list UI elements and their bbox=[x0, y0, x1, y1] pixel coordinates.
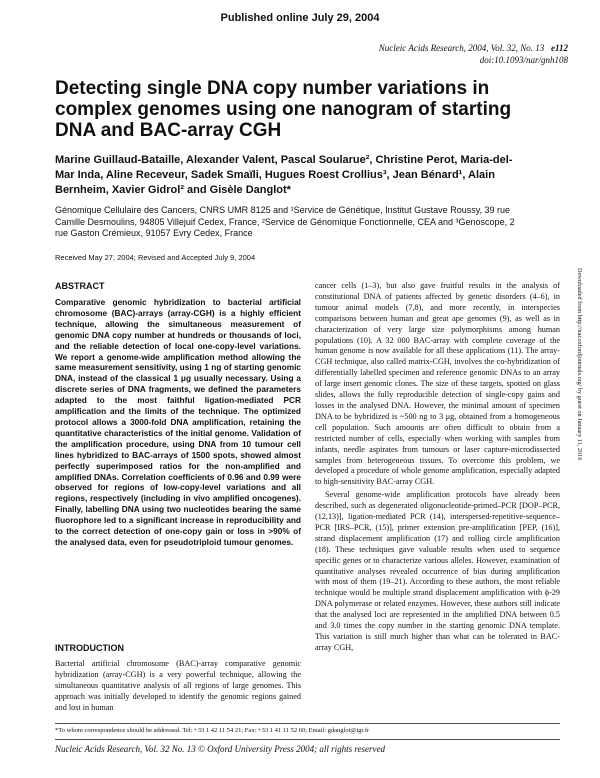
article-id: e112 bbox=[551, 43, 568, 53]
download-notice[interactable]: Downloaded from http://nar.oxfordjournals.org/ by guest on January 11, 2016 bbox=[576, 268, 583, 461]
right-paragraph-1: cancer cells (1–3), but also gave fruitful results in the analysis of constitutional DNA of patients affected by genetic disorders (4–6), in tumour animal models (7,8), and more recently, in interspecies comparisons between human and great ape genomes (9), as well as in characterization of very large size polymorphisms among human populations (10). A 32 000 BAC-array with complete coverage of the human genome is now available for all these applications (11). The array-CGH technique, also called matrix-CGH, involves the co-hybridization of differentially labelled specimen and reference genomic DNAs to an array of large insert genomic clones. The size of these targets, spotted on glass slides, allows the fully reproducible detection of single-copy gains and losses in the analysed DNA. However, the minimal amount of specimen DNA to be hybridized is ~500 ng to 3 μg, obtained from a homogeneous cell population. Such amounts are often difficult to obtain from a restricted number of cells, especially when working with samples from infants, needle aspirates from tumours or laser capture-microdissected samples from heterogeneous tissues. To overcome this problem, we developed a procedure of whole genome amplification, especially adapted to high-sensitivity BAC-array CGH. bbox=[315, 281, 560, 487]
author-list: Marine Guillaud-Bataille, Alexander Valent, Pascal Soularue², Christine Perot, Maria-del-Mar Inda, Aline Receveur, Sadek Smaïli, Hugues Roest Crollius³, Jean Bénard¹, Alain Bernheim, Xavier Gidrol² and Gisèle Danglot* bbox=[55, 154, 513, 196]
correspondence-footnote: *To whom correspondence should be addressed. Tel: +33 1 42 11 54 21; Fax: +33 1 41 11 52 60; Email: gdanglot@igr.fr bbox=[55, 727, 370, 734]
received-dates: Received May 27, 2004; Revised and Accepted July 9, 2004 bbox=[55, 253, 256, 262]
abstract-text: Comparative genomic hybridization to bacterial artificial chromosome (BAC)-arrays (array-CGH) is a highly efficient technique, allowing the simultaneous measurement of genomic DNA copy number at hundreds or thousands of loci, and the reliable detection of local one-copy-level variations. We report a genome-wide amplification method allowing the same measurement sensitivity, using 1 ng of starting genomic DNA, instead of the classical 1 μg usually necessary. Using a discrete series of DNA fragments, we defined the parameters adapted to the most faithful ligation-mediated PCR amplification and the limits of the technique. The optimized protocol allows a 3000-fold DNA amplification, retaining the quantitative characteristics of the initial genome. Validation of the amplification procedure, using DNA from 10 tumour cell lines hybridized to BAC-arrays of 1500 spots, showed almost perfectly superimposed ratios for the non-amplified and amplified DNAs. Correlation coefficients of 0.96 and 0.99 were observed for regions of low-copy-level variations and all regions, respectively (including in vivo amplified oncogenes). Finally, labelling DNA using two nucleotides bearing the same fluorophore led to a significant increase in reproducibility and to the correct detection of one-copy gain or loss in >90% of the analysed data, even for pseudotriploid tumour genomes. bbox=[55, 297, 301, 547]
paper-title: Detecting single DNA copy number variations in complex genomes using one nanogram of starting DNA and BAC-array CGH bbox=[55, 78, 512, 141]
doi: doi:10.1093/nar/gnh108 bbox=[479, 55, 568, 65]
footer-divider bbox=[55, 739, 560, 740]
right-paragraph-2: Several genome-wide amplification protocols have already been described, such as degenerated oligonucleotide-primed–PCR [DOP–PCR, (12,13)], ligation-mediated PCR (14), interspersed-repetitive-sequence–PCR [IRS–PCR, (15)], primer extension pre-amplification [PEP, (16)], strand displacement amplification (17) and rolling circle amplification (18). These techniques gave valuable results when used to sequence specific genes or to characterize various alleles. However, examination of quantitative analyses revealed occurrence of bias during amplification with most of them (19–21). According to these authors, the most reliable technique would be multiple strand displacement amplification with ϕ-29 DNA polymerase or related enzymes. However, these authors still indicate that the analysed loci are represented in the amplified DNA between 0.5 and 3.0 times the copy number in the starting genomic DNA template. This variation is still much higher than what can be tolerated in BAC-array CGH, bbox=[315, 490, 560, 652]
left-column bbox=[55, 281, 301, 548]
copyright-footer: Nucleic Acids Research, Vol. 32 No. 13 © Oxford University Press 2004; all rights reserved bbox=[55, 744, 386, 754]
introduction-heading: INTRODUCTION bbox=[55, 643, 124, 653]
right-column bbox=[315, 281, 560, 654]
published-date: Published online July 29, 2004 bbox=[220, 12, 380, 24]
footnote-divider bbox=[55, 723, 560, 724]
affiliations: Génomique Cellulaire des Cancers, CNRS UMR 8125 and ¹Service de Génétique, Institut Gustave Roussy, 39 rue Camille Desmoulins, 94805 Villejuif Cedex, France, ²Service de Génomique Fonctionnelle, CEA and ³Genoscope, 2 rue Gaston Crémieux, 91057 Evry Cedex, France bbox=[55, 205, 515, 238]
abstract-heading: ABSTRACT bbox=[55, 281, 105, 291]
introduction-text: Bacterial artificial chromosome (BAC)-array comparative genomic hybridization (array-CGH) is a very powerful technique, allowing the simultaneous quantitative analysis of all regions of large genomes. This approach was initially developed to identify the genomic regions gained and lost in human bbox=[55, 659, 301, 712]
journal-citation-block bbox=[379, 42, 568, 66]
journal-citation: Nucleic Acids Research, 2004, Vol. 32, No. 13 bbox=[378, 43, 545, 53]
